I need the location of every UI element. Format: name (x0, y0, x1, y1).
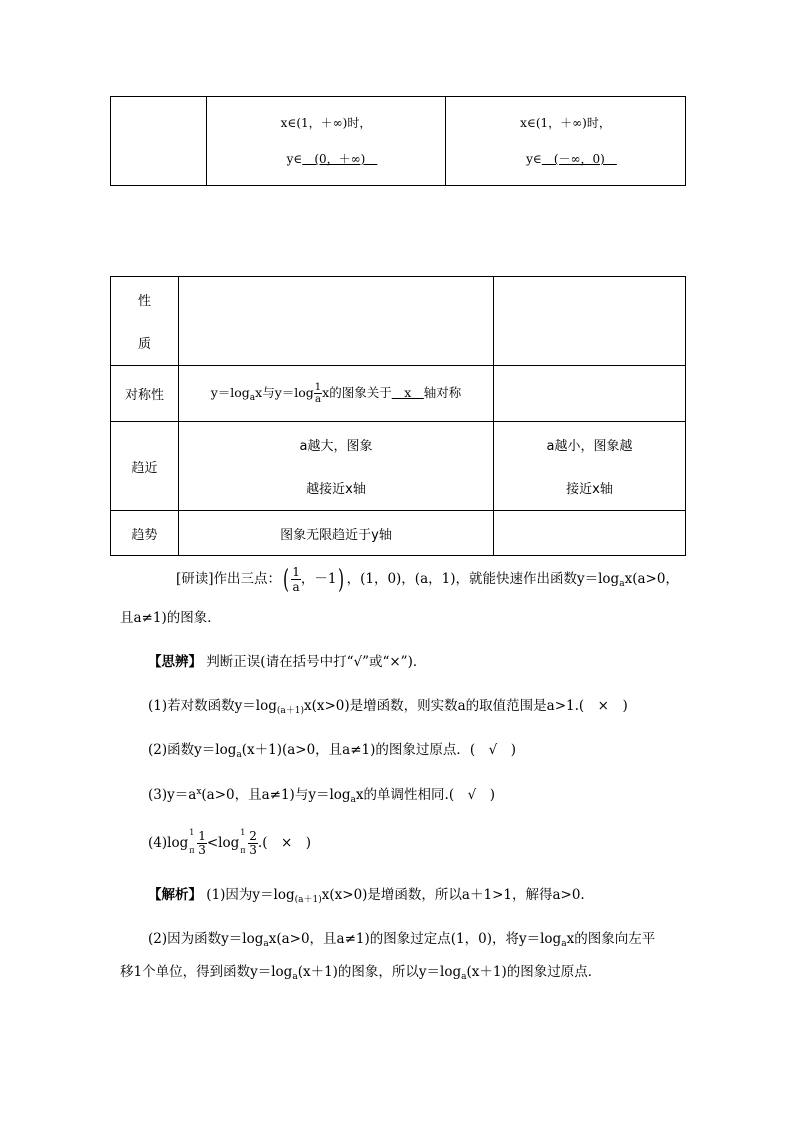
text: (x＋1)(a>0，且a≠1)的图象过原点．( √ ) (241, 742, 517, 758)
right-paren: ) (338, 564, 345, 595)
table-cell-empty (494, 366, 686, 422)
text: <log (206, 835, 240, 851)
numerator: 2 (249, 829, 257, 843)
text: .( × ) (257, 835, 312, 851)
base-top: 1 (240, 827, 246, 837)
text: 轴对称 (423, 385, 462, 400)
text: x的图象向左平 (566, 931, 656, 947)
yandu-line-2: 且a≠1)的图象． (120, 610, 221, 626)
text: (4)log (148, 835, 189, 851)
yandu-line-1 (176, 565, 679, 594)
text: (x＋1)的图象，所以y＝log (297, 964, 462, 980)
base-bottom: π (189, 845, 195, 855)
text: x的单调性相同.( √ ) (355, 787, 495, 803)
header-char: 性 (137, 294, 151, 309)
left-paren: ( (283, 564, 290, 595)
denominator: a (292, 580, 300, 594)
range-table (110, 96, 686, 186)
fraction (248, 830, 258, 857)
text: 判断正误(请在括号中打“√”或“×”)． (206, 654, 427, 670)
row-label: 对称性 (111, 366, 179, 422)
table-row (111, 97, 686, 186)
row-label: 趋近 (111, 422, 179, 511)
table-cell-empty (111, 97, 207, 186)
log-base (239, 827, 248, 855)
fraction (197, 830, 207, 857)
answer-blank: (0，＋∞) (302, 152, 378, 166)
question-2 (148, 738, 516, 758)
text: (a>0，且a≠1)与y＝log (201, 787, 351, 803)
cell-line: a越小，图象越 (546, 439, 633, 454)
text: (1)因为y＝log (206, 887, 295, 903)
cell-line: x∈(1，＋∞)时， (520, 116, 611, 130)
row-label: 趋势 (111, 511, 179, 556)
subscript: a (561, 939, 567, 949)
subscript: a (249, 393, 256, 403)
sibian-line (148, 650, 426, 670)
denominator: a (315, 394, 321, 405)
jiexi-line-1 (148, 883, 585, 903)
subscript: a (263, 939, 269, 949)
text: y＝log (210, 385, 250, 400)
cell-line: 接近x轴 (566, 482, 613, 497)
text: (2)因为函数y＝log (148, 931, 264, 947)
subscript: (a＋1) (294, 895, 322, 905)
denominator: 3 (249, 843, 257, 857)
text: 移1个单位，得到函数y＝log (120, 964, 293, 980)
properties-table (110, 276, 686, 556)
text: ，－1 (300, 571, 337, 587)
answer-blank: x (391, 385, 424, 400)
text: (3)y＝a (148, 787, 197, 803)
text: (x＋1)的图象过原点． (466, 964, 602, 980)
range-cell-a-lt-1 (446, 97, 686, 186)
numerator: 1 (198, 829, 206, 843)
table-cell-empty (179, 277, 494, 366)
subscript: a (619, 579, 625, 589)
cell-line: a越大，图象 (299, 439, 373, 454)
cell-line: x∈(1，＋∞)时， (280, 116, 372, 130)
range-cell-a-gt-1 (207, 97, 446, 186)
header-cell (111, 277, 179, 366)
text: x(a>0， (624, 571, 679, 587)
text: x的图象关于 (322, 385, 392, 400)
question-1 (148, 694, 628, 714)
subscript: a (461, 972, 467, 982)
section-tag: 【思辨】 (148, 654, 202, 670)
text: x(x>0)是增函数，则实数a的取值范围是a>1.( × ) (303, 698, 628, 714)
section-tag: 【解析】 (148, 887, 202, 903)
text: (1)若对数函数y＝log (148, 698, 277, 714)
text: x(a>0，且a≠1)的图象过定点(1，0)，将y＝log (268, 931, 562, 947)
cell-text: y∈ (286, 152, 303, 166)
question-4 (148, 827, 312, 857)
cell-line: 越接近x轴 (306, 482, 366, 497)
header-char: 质 (137, 337, 151, 352)
asymptote-cell-a (179, 422, 494, 511)
symmetry-cell (179, 366, 494, 422)
text: (2)函数y＝log (148, 742, 237, 758)
superscript: x (196, 787, 202, 797)
base-bottom: π (240, 845, 246, 855)
numerator: 1 (292, 565, 300, 579)
subscript: a (236, 750, 242, 760)
text: x(x>0)是增函数，所以a＋1>1，解得a>0. (321, 887, 585, 903)
subscript: a (350, 795, 356, 805)
question-3 (148, 783, 495, 803)
table-row (111, 277, 686, 366)
subscript: (a＋1) (276, 706, 304, 716)
subscript: a (292, 972, 298, 982)
fraction (291, 565, 301, 594)
table-row (111, 422, 686, 511)
base-top: 1 (189, 827, 195, 837)
cell-text: y∈ (526, 152, 542, 166)
text: x与y＝log (255, 385, 314, 400)
table-row (111, 366, 686, 422)
answer-blank: (－∞，0) (541, 152, 617, 166)
text: ，(1，0)，(a，1)，就能快速作出函数y＝log (346, 571, 620, 587)
denominator: 3 (198, 843, 206, 857)
jiexi-line-2 (148, 927, 655, 947)
jiexi-line-3 (120, 960, 601, 980)
numerator: 1 (314, 382, 322, 393)
text: [研读]作出三点： (176, 571, 282, 587)
log-base (188, 827, 197, 855)
table-cell-empty (494, 277, 686, 366)
asymptote-cell-b (494, 422, 686, 511)
fraction (314, 382, 322, 405)
table-row (111, 511, 686, 556)
trend-cell: 图象无限趋近于y轴 (179, 511, 494, 556)
table-cell-empty (494, 511, 686, 556)
